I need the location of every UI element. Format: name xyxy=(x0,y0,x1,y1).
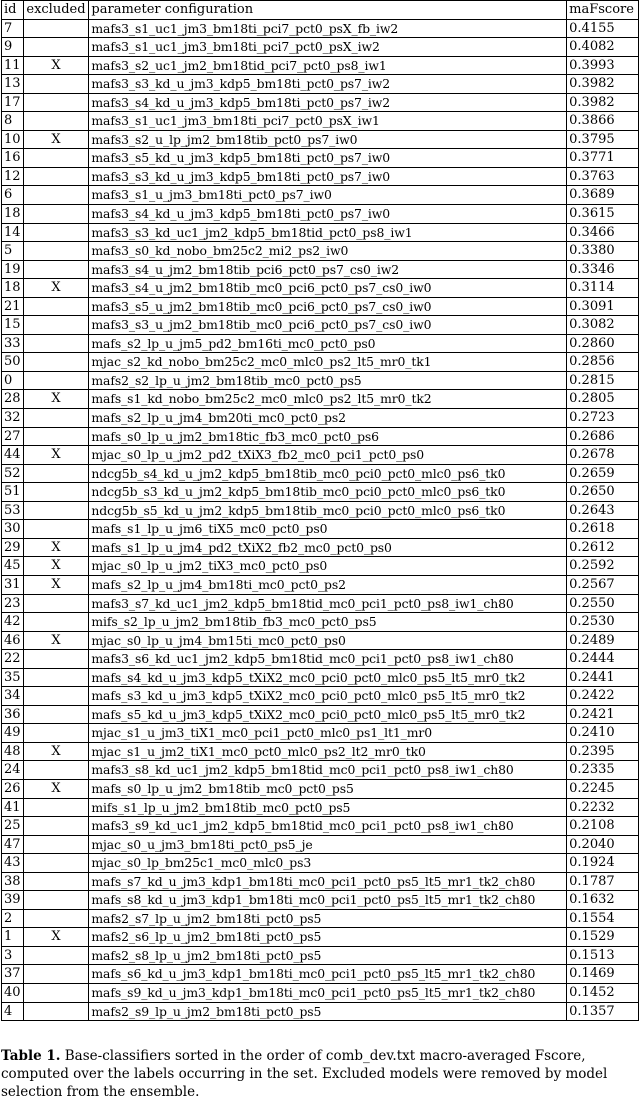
cell-config: mafs3_s2_u_lp_jm2_bm18tib_pct0_ps7_iw0 xyxy=(89,130,567,149)
cell-excluded: X xyxy=(23,279,89,298)
cell-config: mjac_s1_u_jm2_tiX1_mc0_pct0_mlc0_ps2_lt2_mr0_tk0 xyxy=(89,742,567,761)
table-row xyxy=(2,891,639,910)
cell-excluded: X xyxy=(23,56,89,75)
cell-config: mafs3_s6_kd_uc1_jm2_kdp5_bm18tid_mc0_pci1_pct0_ps8_iw1_ch80 xyxy=(89,650,567,669)
cell-score: 0.2232 xyxy=(567,798,639,817)
cell-score: 0.3346 xyxy=(567,260,639,279)
table-row xyxy=(2,779,639,798)
cell-config: mjac_s0_lp_bm25c1_mc0_mlc0_ps3 xyxy=(89,854,567,873)
cell-excluded xyxy=(23,946,89,965)
cell-score: 0.2659 xyxy=(567,464,639,483)
cell-config: mafs3_s4_kd_u_jm3_kdp5_bm18ti_pct0_ps7_iw0 xyxy=(89,205,567,224)
cell-id: 16 xyxy=(2,149,24,168)
cell-score: 0.3114 xyxy=(567,279,639,298)
cell-excluded xyxy=(23,353,89,372)
cell-id: 11 xyxy=(2,56,24,75)
cell-id: 7 xyxy=(2,19,24,38)
cell-id: 5 xyxy=(2,242,24,261)
cell-excluded xyxy=(23,687,89,706)
cell-config: mafs2_s6_lp_u_jm2_bm18ti_pct0_ps5 xyxy=(89,928,567,947)
table-row xyxy=(2,353,639,372)
table-row xyxy=(2,223,639,242)
classifier-table xyxy=(1,0,639,1021)
cell-excluded xyxy=(23,761,89,780)
cell-id: 1 xyxy=(2,928,24,947)
cell-score: 0.3866 xyxy=(567,112,639,131)
cell-excluded: X xyxy=(23,538,89,557)
cell-score: 0.2410 xyxy=(567,724,639,743)
cell-score: 0.3982 xyxy=(567,75,639,94)
table-row xyxy=(2,409,639,428)
table-row xyxy=(2,242,639,261)
table-row xyxy=(2,520,639,539)
cell-id: 53 xyxy=(2,501,24,520)
cell-config: mafs3_s4_u_jm2_bm18tib_mc0_pci6_pct0_ps7_cs0_iw0 xyxy=(89,279,567,298)
cell-id: 42 xyxy=(2,613,24,632)
cell-score: 0.1787 xyxy=(567,872,639,891)
cell-score: 0.2686 xyxy=(567,427,639,446)
cell-config: mafs3_s3_kd_u_jm3_kdp5_bm18ti_pct0_ps7_iw2 xyxy=(89,75,567,94)
cell-score: 0.3982 xyxy=(567,93,639,112)
cell-config: mafs3_s3_kd_u_jm3_kdp5_bm18ti_pct0_ps7_iw0 xyxy=(89,167,567,186)
cell-config: mafs3_s8_kd_uc1_jm2_kdp5_bm18tid_mc0_pci1_pct0_ps8_iw1_ch80 xyxy=(89,761,567,780)
cell-score: 0.2335 xyxy=(567,761,639,780)
cell-config: mafs2_s8_lp_u_jm2_bm18ti_pct0_ps5 xyxy=(89,946,567,965)
table-row xyxy=(2,371,639,390)
cell-id: 22 xyxy=(2,650,24,669)
cell-id: 8 xyxy=(2,112,24,131)
table-body xyxy=(2,19,639,1021)
table-row xyxy=(2,75,639,94)
cell-excluded xyxy=(23,93,89,112)
cell-score: 0.1924 xyxy=(567,854,639,873)
cell-id: 47 xyxy=(2,835,24,854)
cell-config: ndcg5b_s5_kd_u_jm2_kdp5_bm18tib_mc0_pci0_pct0_mlc0_ps6_tk0 xyxy=(89,501,567,520)
cell-score: 0.1513 xyxy=(567,946,639,965)
cell-score: 0.3380 xyxy=(567,242,639,261)
cell-id: 35 xyxy=(2,668,24,687)
cell-id: 4 xyxy=(2,1002,24,1021)
cell-id: 10 xyxy=(2,130,24,149)
header-score: maFscore xyxy=(567,1,639,20)
table-row xyxy=(2,724,639,743)
cell-config: mjac_s0_lp_u_jm4_bm15ti_mc0_pct0_ps0 xyxy=(89,631,567,650)
cell-id: 44 xyxy=(2,446,24,465)
cell-config: mafs_s4_kd_u_jm3_kdp5_tXiX2_mc0_pci0_pct0_mlc0_ps5_lt5_mr0_tk2 xyxy=(89,668,567,687)
table-row xyxy=(2,761,639,780)
cell-score: 0.3689 xyxy=(567,186,639,205)
cell-id: 14 xyxy=(2,223,24,242)
cell-config: mafs_s2_lp_u_jm4_bm20ti_mc0_pct0_ps2 xyxy=(89,409,567,428)
cell-config: mjac_s1_u_jm3_tiX1_mc0_pci1_pct0_mlc0_ps1_lt1_mr0 xyxy=(89,724,567,743)
header-config: parameter configuration xyxy=(89,1,567,20)
cell-excluded xyxy=(23,297,89,316)
cell-id: 32 xyxy=(2,409,24,428)
cell-excluded xyxy=(23,149,89,168)
cell-config: mafs3_s4_u_jm2_bm18tib_pci6_pct0_ps7_cs0_iw2 xyxy=(89,260,567,279)
table-row xyxy=(2,38,639,57)
cell-excluded: X xyxy=(23,779,89,798)
cell-config: mafs_s1_kd_nobo_bm25c2_mc0_mlc0_ps2_lt5_mr0_tk2 xyxy=(89,390,567,409)
cell-config: mafs3_s1_u_jm3_bm18ti_pct0_ps7_iw0 xyxy=(89,186,567,205)
cell-id: 46 xyxy=(2,631,24,650)
cell-id: 51 xyxy=(2,483,24,502)
cell-id: 30 xyxy=(2,520,24,539)
cell-score: 0.2550 xyxy=(567,594,639,613)
cell-id: 45 xyxy=(2,557,24,576)
cell-excluded: X xyxy=(23,575,89,594)
table-row xyxy=(2,613,639,632)
table-row xyxy=(2,149,639,168)
cell-config: mifs_s1_lp_u_jm2_bm18tib_mc0_pct0_ps5 xyxy=(89,798,567,817)
cell-id: 36 xyxy=(2,705,24,724)
cell-config: mafs3_s1_uc1_jm3_bm18ti_pci7_pct0_psX_iw2 xyxy=(89,38,567,57)
cell-excluded xyxy=(23,724,89,743)
cell-id: 52 xyxy=(2,464,24,483)
cell-score: 0.4082 xyxy=(567,38,639,57)
cell-config: mafs_s0_lp_u_jm2_bm18tib_mc0_pct0_ps5 xyxy=(89,779,567,798)
cell-id: 0 xyxy=(2,371,24,390)
cell-id: 9 xyxy=(2,38,24,57)
cell-config: mafs_s7_kd_u_jm3_kdp1_bm18ti_mc0_pci1_pct0_ps5_lt5_mr1_tk2_ch80 xyxy=(89,872,567,891)
cell-excluded xyxy=(23,167,89,186)
cell-score: 0.2530 xyxy=(567,613,639,632)
table-row xyxy=(2,334,639,353)
cell-config: mjac_s0_lp_u_jm2_tiX3_mc0_pct0_ps0 xyxy=(89,557,567,576)
cell-id: 41 xyxy=(2,798,24,817)
table-row xyxy=(2,594,639,613)
cell-score: 0.3993 xyxy=(567,56,639,75)
cell-config: mafs_s1_lp_u_jm6_tiX5_mc0_pct0_ps0 xyxy=(89,520,567,539)
cell-score: 0.1632 xyxy=(567,891,639,910)
table-caption xyxy=(1,1047,637,1098)
cell-score: 0.2421 xyxy=(567,705,639,724)
cell-id: 18 xyxy=(2,279,24,298)
cell-score: 0.2860 xyxy=(567,334,639,353)
cell-config: mafs3_s5_kd_u_jm3_kdp5_bm18ti_pct0_ps7_iw0 xyxy=(89,149,567,168)
cell-score: 0.2441 xyxy=(567,668,639,687)
cell-config: mafs_s2_lp_u_jm5_pd2_bm16ti_mc0_pct0_ps0 xyxy=(89,334,567,353)
cell-config: mafs2_s7_lp_u_jm2_bm18ti_pct0_ps5 xyxy=(89,909,567,928)
cell-score: 0.3771 xyxy=(567,149,639,168)
cell-id: 13 xyxy=(2,75,24,94)
cell-excluded xyxy=(23,19,89,38)
cell-excluded xyxy=(23,613,89,632)
cell-score: 0.2856 xyxy=(567,353,639,372)
cell-config: mafs_s9_kd_u_jm3_kdp1_bm18ti_mc0_pci1_pct0_ps5_lt5_mr1_tk2_ch80 xyxy=(89,983,567,1002)
cell-config: mjac_s2_kd_nobo_bm25c2_mc0_mlc0_ps2_lt5_mr0_tk1 xyxy=(89,353,567,372)
cell-score: 0.3082 xyxy=(567,316,639,335)
cell-score: 0.1554 xyxy=(567,909,639,928)
cell-id: 19 xyxy=(2,260,24,279)
cell-excluded xyxy=(23,817,89,836)
cell-excluded xyxy=(23,1002,89,1021)
cell-excluded xyxy=(23,464,89,483)
caption-text: Base-classifiers sorted in the order of comb_dev.txt macro-averaged Fscore, computed over the labels occurring in the set. Excluded models were removed by model selection from the ensemble. xyxy=(1,1048,608,1098)
cell-config: mafs3_s2_uc1_jm2_bm18tid_pci7_pct0_ps8_iw1 xyxy=(89,56,567,75)
cell-config: mafs3_s0_kd_nobo_bm25c2_mi2_ps2_iw0 xyxy=(89,242,567,261)
cell-score: 0.3615 xyxy=(567,205,639,224)
cell-excluded xyxy=(23,38,89,57)
cell-score: 0.1469 xyxy=(567,965,639,984)
cell-config: mafs3_s3_u_jm2_bm18tib_mc0_pci6_pct0_ps7_cs0_iw0 xyxy=(89,316,567,335)
cell-config: mafs_s6_kd_u_jm3_kdp1_bm18ti_mc0_pci1_pct0_ps5_lt5_mr1_tk2_ch80 xyxy=(89,965,567,984)
cell-config: mafs3_s1_uc1_jm3_bm18ti_pci7_pct0_psX_fb_iw2 xyxy=(89,19,567,38)
table-row xyxy=(2,260,639,279)
cell-config: ndcg5b_s3_kd_u_jm2_kdp5_bm18tib_mc0_pci0_pct0_mlc0_ps6_tk0 xyxy=(89,483,567,502)
cell-score: 0.2678 xyxy=(567,446,639,465)
cell-id: 12 xyxy=(2,167,24,186)
table-row xyxy=(2,965,639,984)
cell-excluded xyxy=(23,334,89,353)
table-row xyxy=(2,909,639,928)
cell-score: 0.2723 xyxy=(567,409,639,428)
table-row xyxy=(2,112,639,131)
table-row xyxy=(2,205,639,224)
cell-excluded xyxy=(23,668,89,687)
table-row xyxy=(2,316,639,335)
cell-score: 0.1529 xyxy=(567,928,639,947)
cell-config: mafs3_s9_kd_uc1_jm2_kdp5_bm18tid_mc0_pci1_pct0_ps8_iw1_ch80 xyxy=(89,817,567,836)
cell-excluded xyxy=(23,501,89,520)
table-row xyxy=(2,742,639,761)
cell-score: 0.2805 xyxy=(567,390,639,409)
table-row xyxy=(2,464,639,483)
cell-score: 0.2650 xyxy=(567,483,639,502)
cell-config: mafs3_s3_kd_uc1_jm2_kdp5_bm18tid_pct0_ps8_iw1 xyxy=(89,223,567,242)
cell-excluded xyxy=(23,909,89,928)
cell-id: 24 xyxy=(2,761,24,780)
cell-config: mjac_s0_u_jm3_bm18ti_pct0_ps5_je xyxy=(89,835,567,854)
cell-excluded xyxy=(23,594,89,613)
cell-score: 0.2040 xyxy=(567,835,639,854)
cell-score: 0.2422 xyxy=(567,687,639,706)
cell-id: 37 xyxy=(2,965,24,984)
cell-excluded xyxy=(23,650,89,669)
table-row xyxy=(2,1002,639,1021)
cell-excluded xyxy=(23,965,89,984)
cell-config: mafs3_s1_uc1_jm3_bm18ti_pci7_pct0_psX_iw1 xyxy=(89,112,567,131)
cell-score: 0.2567 xyxy=(567,575,639,594)
cell-id: 26 xyxy=(2,779,24,798)
table-row xyxy=(2,557,639,576)
table-row xyxy=(2,167,639,186)
cell-excluded: X xyxy=(23,390,89,409)
table-row xyxy=(2,631,639,650)
table-row xyxy=(2,705,639,724)
cell-score: 0.2815 xyxy=(567,371,639,390)
cell-config: mafs_s2_lp_u_jm4_bm18ti_mc0_pct0_ps2 xyxy=(89,575,567,594)
cell-id: 21 xyxy=(2,297,24,316)
table-row xyxy=(2,483,639,502)
cell-config: mjac_s0_lp_u_jm2_pd2_tXiX3_fb2_mc0_pci1_pct0_ps0 xyxy=(89,446,567,465)
cell-score: 0.2618 xyxy=(567,520,639,539)
table-row xyxy=(2,279,639,298)
table-row xyxy=(2,538,639,557)
table-row xyxy=(2,501,639,520)
cell-excluded xyxy=(23,242,89,261)
cell-id: 25 xyxy=(2,817,24,836)
cell-excluded xyxy=(23,835,89,854)
table-header-row xyxy=(2,1,639,20)
table-row xyxy=(2,946,639,965)
cell-excluded xyxy=(23,483,89,502)
cell-excluded xyxy=(23,891,89,910)
cell-config: mafs3_s7_kd_uc1_jm2_kdp5_bm18tid_mc0_pci1_pct0_ps8_iw1_ch80 xyxy=(89,594,567,613)
cell-excluded xyxy=(23,112,89,131)
table-row xyxy=(2,19,639,38)
cell-excluded xyxy=(23,427,89,446)
cell-score: 0.2444 xyxy=(567,650,639,669)
cell-id: 49 xyxy=(2,724,24,743)
cell-score: 0.2395 xyxy=(567,742,639,761)
cell-config: mafs_s0_lp_u_jm2_bm18tic_fb3_mc0_pct0_ps6 xyxy=(89,427,567,446)
cell-config: mafs3_s4_kd_u_jm3_kdp5_bm18ti_pct0_ps7_iw2 xyxy=(89,93,567,112)
cell-excluded: X xyxy=(23,446,89,465)
table-row xyxy=(2,928,639,947)
cell-config: mafs2_s2_lp_u_jm2_bm18tib_mc0_pct0_ps5 xyxy=(89,371,567,390)
table-row xyxy=(2,817,639,836)
table-row xyxy=(2,798,639,817)
cell-id: 2 xyxy=(2,909,24,928)
cell-id: 17 xyxy=(2,93,24,112)
caption-label: Table 1. xyxy=(1,1048,61,1064)
cell-score: 0.4155 xyxy=(567,19,639,38)
cell-score: 0.2643 xyxy=(567,501,639,520)
table-row xyxy=(2,575,639,594)
cell-excluded xyxy=(23,409,89,428)
cell-id: 29 xyxy=(2,538,24,557)
cell-id: 39 xyxy=(2,891,24,910)
table-row xyxy=(2,56,639,75)
cell-id: 33 xyxy=(2,334,24,353)
cell-id: 23 xyxy=(2,594,24,613)
table-row xyxy=(2,297,639,316)
table-row xyxy=(2,446,639,465)
cell-config: ndcg5b_s4_kd_u_jm2_kdp5_bm18tib_mc0_pci0_pct0_mlc0_ps6_tk0 xyxy=(89,464,567,483)
cell-id: 48 xyxy=(2,742,24,761)
cell-score: 0.3795 xyxy=(567,130,639,149)
cell-score: 0.3763 xyxy=(567,167,639,186)
table-row xyxy=(2,687,639,706)
cell-excluded: X xyxy=(23,130,89,149)
cell-excluded xyxy=(23,316,89,335)
cell-excluded xyxy=(23,798,89,817)
cell-id: 40 xyxy=(2,983,24,1002)
cell-id: 27 xyxy=(2,427,24,446)
cell-score: 0.2245 xyxy=(567,779,639,798)
cell-score: 0.2612 xyxy=(567,538,639,557)
cell-excluded xyxy=(23,371,89,390)
table-row xyxy=(2,427,639,446)
cell-score: 0.2108 xyxy=(567,817,639,836)
cell-score: 0.3466 xyxy=(567,223,639,242)
cell-excluded: X xyxy=(23,631,89,650)
cell-excluded xyxy=(23,983,89,1002)
table-row xyxy=(2,983,639,1002)
table-row xyxy=(2,835,639,854)
header-id: id xyxy=(2,1,24,20)
table-row xyxy=(2,186,639,205)
cell-excluded: X xyxy=(23,557,89,576)
cell-excluded xyxy=(23,260,89,279)
cell-config: mafs_s8_kd_u_jm3_kdp1_bm18ti_mc0_pci1_pct0_ps5_lt5_mr1_tk2_ch80 xyxy=(89,891,567,910)
cell-id: 38 xyxy=(2,872,24,891)
table-row xyxy=(2,872,639,891)
cell-id: 31 xyxy=(2,575,24,594)
table-row xyxy=(2,854,639,873)
cell-id: 34 xyxy=(2,687,24,706)
cell-id: 50 xyxy=(2,353,24,372)
cell-excluded xyxy=(23,854,89,873)
table-row xyxy=(2,130,639,149)
cell-score: 0.2592 xyxy=(567,557,639,576)
cell-excluded xyxy=(23,872,89,891)
table-row xyxy=(2,390,639,409)
cell-excluded xyxy=(23,705,89,724)
cell-id: 28 xyxy=(2,390,24,409)
table-row xyxy=(2,93,639,112)
header-excluded: excluded xyxy=(23,1,89,20)
cell-id: 6 xyxy=(2,186,24,205)
cell-score: 0.2489 xyxy=(567,631,639,650)
cell-config: mafs_s1_lp_u_jm4_pd2_tXiX2_fb2_mc0_pct0_ps0 xyxy=(89,538,567,557)
cell-config: mafs_s5_kd_u_jm3_kdp5_tXiX2_mc0_pci0_pct0_mlc0_ps5_lt5_mr0_tk2 xyxy=(89,705,567,724)
cell-excluded xyxy=(23,186,89,205)
table-row xyxy=(2,668,639,687)
cell-excluded xyxy=(23,520,89,539)
cell-excluded: X xyxy=(23,928,89,947)
cell-config: mafs3_s5_u_jm2_bm18tib_mc0_pci6_pct0_ps7_cs0_iw0 xyxy=(89,297,567,316)
cell-id: 3 xyxy=(2,946,24,965)
cell-excluded xyxy=(23,75,89,94)
cell-score: 0.1357 xyxy=(567,1002,639,1021)
cell-excluded xyxy=(23,205,89,224)
cell-score: 0.1452 xyxy=(567,983,639,1002)
cell-excluded: X xyxy=(23,742,89,761)
cell-config: mifs_s2_lp_u_jm2_bm18tib_fb3_mc0_pct0_ps5 xyxy=(89,613,567,632)
cell-score: 0.3091 xyxy=(567,297,639,316)
cell-config: mafs2_s9_lp_u_jm2_bm18ti_pct0_ps5 xyxy=(89,1002,567,1021)
cell-id: 43 xyxy=(2,854,24,873)
cell-id: 15 xyxy=(2,316,24,335)
table-row xyxy=(2,650,639,669)
cell-config: mafs_s3_kd_u_jm3_kdp5_tXiX2_mc0_pci0_pct0_mlc0_ps5_lt5_mr0_tk2 xyxy=(89,687,567,706)
cell-id: 18 xyxy=(2,205,24,224)
cell-excluded xyxy=(23,223,89,242)
